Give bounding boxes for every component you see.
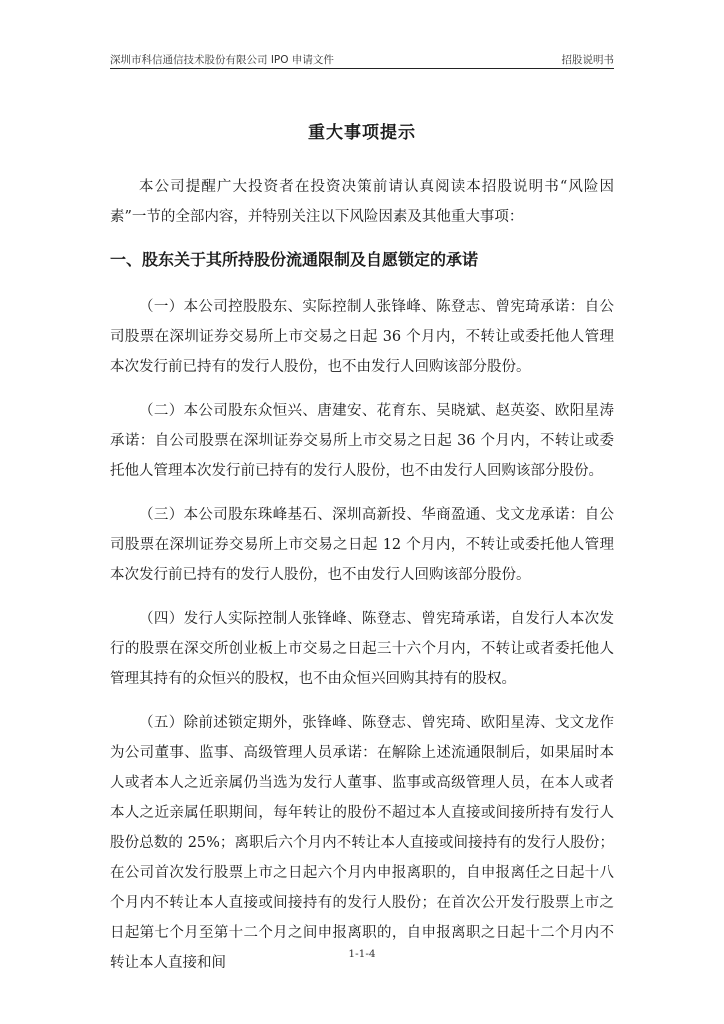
section-1-paragraph: （二）本公司股东众恒兴、唐建安、花育东、吴晓斌、赵英姿、欧阳星涛承诺：自公司股票在深圳证券交易所上市交易之日起 36 个月内，不转让或委托他人管理本次发行前已持有的发行人股份，也不由发行人回购该部分股份。: [110, 403, 614, 479]
section-1-paragraph: （三）本公司股东珠峰基石、深圳高新投、华商盈通、戈文龙承诺：自公司股票在深圳证券交易所上市交易之日起 12 个月内，不转让或委托他人管理本次发行前已持有的发行人股份，也不由发行人回购该部分股份。: [110, 507, 614, 583]
page-header: [110, 52, 614, 69]
header-document-type: 招股说明书: [561, 54, 614, 66]
page-body: [110, 172, 614, 992]
section-1-paragraph: （五）除前述锁定期外，张锋峰、陈登志、曾宪琦、欧阳星涛、戈文龙作为公司董事、监事、高级管理人员承诺：在解除上述流通限制后，如果届时本人或者本人之近亲属仍当选为发行人董事、监事或高级管理人员，在本人或者本人之近亲属任职期间，每年转让的股份不超过本人直接或间接所持有发行人股份总数的 25%；离职后六个月内不转让本人直接或间接持有的发行人股份；在公司首次发行股票上市之日起六个月内申报离职的，自申报离任之日起十八个月内不转让本人直接或间接持有的发行人股份；在首次公开发行股票上市之日起第七个月至第十二个月之间申报离职的，自申报离职之日起十二个月内不转让本人直接和间: [110, 715, 614, 971]
page-title: 重大事项提示: [308, 123, 416, 143]
header-document-title: 深圳市科信通信技术股份有限公司 IPO 申请文件: [110, 54, 334, 66]
section-1-paragraph: （一）本公司控股股东、实际控制人张锋峰、陈登志、曾宪琦承诺：自公司股票在深圳证券交易所上市交易之日起 36 个月内，不转让或委托他人管理本次发行前已持有的发行人股份，也不由发行人回购该部分股份。: [110, 299, 614, 375]
section-1-heading: 一、股东关于其所持股份流通限制及自愿锁定的承诺: [110, 250, 479, 269]
page-number: 1-1-4: [348, 948, 376, 960]
intro-paragraph: 本公司提醒广大投资者在投资决策前请认真阅读本招股说明书“风险因素”一节的全部内容，并特别关注以下风险因素及其他重大事项：: [110, 179, 614, 225]
section-1-paragraph: （四）发行人实际控制人张锋峰、陈登志、曾宪琦承诺，自发行人本次发行的股票在深交所创业板上市交易之日起三十六个月内，不转让或者委托他人管理其持有的众恒兴的股权，也不由众恒兴回购其持有的股权。: [110, 611, 614, 687]
